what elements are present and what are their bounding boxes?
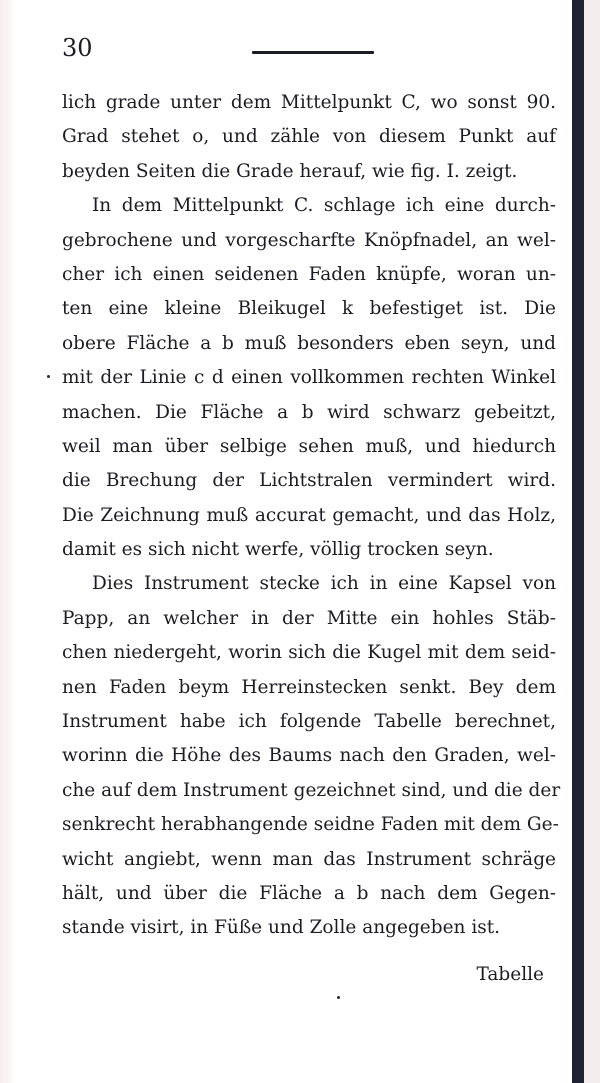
text-line: In dem Mittelpunkt C. schlage ich eine durch- (92, 195, 556, 217)
text-line: Die Zeichnung muß accurat gemacht, und das Holz, (62, 504, 556, 526)
page-number: 30 (62, 34, 93, 62)
text-line: gebrochene und vorgescharfte Knöpfnadel, an wel- (62, 229, 556, 251)
text-line: stande visirt, in Füße und Zolle angegeben ist. (62, 917, 501, 939)
page-left-margin-shadow (0, 0, 16, 1083)
header-rule (252, 51, 374, 54)
text-line: ten eine kleine Bleikugel k befestiget ist. Die (62, 298, 556, 320)
text-line: die Brechung der Lichtstralen vermindert wird. (62, 470, 556, 492)
text-line: weil man über selbige sehen muß, und hiedurch (62, 435, 556, 457)
text-line: wicht angiebt, wenn man das Instrument schräge (62, 848, 556, 870)
text-line: mit der Linie c d einen vollkommen rechten Winkel (62, 367, 556, 389)
text-line: Grad stehet o, und zähle von diesem Punkt auf (62, 126, 556, 148)
page-binding-edge (572, 0, 584, 1083)
ink-speck (47, 375, 50, 378)
text-line: hält, und über die Fläche a b nach dem Gegen- (62, 882, 556, 904)
text-line: damit es sich nicht werfe, völlig trocken seyn. (62, 539, 494, 561)
text-line: obere Fläche a b muß besonders eben seyn, und (62, 332, 556, 354)
text-line: cher ich einen seidenen Faden knüpfe, woran un- (62, 263, 556, 285)
text-line: beyden Seiten die Grade herauf, wie fig. I. zeigt. (62, 160, 518, 182)
text-line: Instrument habe ich folgende Tabelle berechnet, (62, 711, 556, 733)
catchword: Tabelle (476, 964, 544, 985)
text-line: lich grade unter dem Mittelpunkt C, wo sonst 90. (62, 92, 556, 113)
text-line: chen niedergeht, worin sich die Kugel mit dem seid- (62, 642, 556, 664)
text-line: machen. Die Fläche a b wird schwarz gebeitzt, (62, 401, 556, 423)
text-line: che auf dem Instrument gezeichnet sind, und die der (62, 779, 561, 801)
body-text (62, 86, 561, 946)
page-right-margin (584, 0, 600, 1083)
text-line: Dies Instrument stecke ich in eine Kapsel von (92, 573, 556, 595)
text-line: Papp, an welcher in der Mitte ein hohles Stäb- (62, 607, 556, 629)
text-line: senkrecht herabhangende seidne Faden mit dem Ge- (62, 814, 559, 836)
text-line: worinn die Höhe des Baums nach den Graden, wel- (62, 745, 556, 767)
text-line: nen Faden beym Herreinstecken senkt. Bey dem (62, 676, 556, 698)
ink-speck (337, 996, 340, 999)
